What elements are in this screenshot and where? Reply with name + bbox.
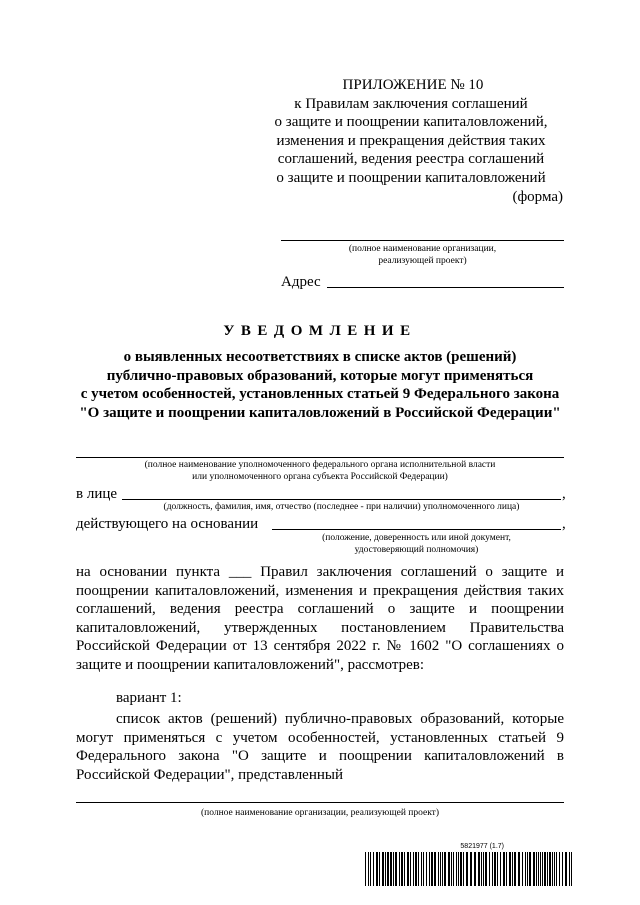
barcode-bar <box>506 852 507 886</box>
header-line: изменения и прекращения действия таких <box>276 132 546 149</box>
barcode-bar <box>434 852 436 886</box>
form-label: (форма) <box>512 189 563 205</box>
barcode-bar <box>538 852 539 886</box>
barcode-bar <box>385 852 386 886</box>
authority-name-field[interactable] <box>76 457 564 458</box>
barcode-bar <box>382 852 384 886</box>
barcode-bar <box>559 852 560 886</box>
barcode-bar <box>421 852 422 886</box>
barcode-bar <box>518 852 520 886</box>
barcode-bar <box>522 852 523 886</box>
org-name-field[interactable] <box>281 240 564 241</box>
barcode-bar <box>460 852 462 886</box>
header-line: к Правилам заключения соглашений <box>294 95 528 112</box>
basis-caption: (положение, доверенность или иной документ, удостоверяющий полномочия) <box>322 533 511 555</box>
address-field[interactable] <box>327 287 564 288</box>
barcode-bar <box>456 852 457 886</box>
barcode-bar <box>512 852 513 886</box>
barcode-bar <box>527 852 528 886</box>
basis-field[interactable] <box>272 529 561 530</box>
barcode-bar <box>368 852 369 886</box>
basis-label: действующего на основании <box>76 516 259 532</box>
barcode-bar <box>529 852 531 886</box>
barcode-bar <box>429 852 430 886</box>
header-line: о защите и поощрении капиталовложений, <box>274 114 548 130</box>
barcode-bar <box>500 852 501 886</box>
barcode-bar <box>448 852 450 886</box>
body-paragraph: на основании пункта ___ Правил заключения соглашений о защите и поощрении капиталовложений, изменения и прекращения действия таких соглашений, ведения реестра соглашений о защите и поощрении капиталовложений, утвержденных постановлением Правительства Российской Федерации от 13 сентября 2022 г. № 1602 "О соглашениях о защите и поощрении капиталовложений", рассмотрев: <box>76 564 564 673</box>
barcode-bar <box>494 852 496 886</box>
barcode-bar <box>390 852 392 886</box>
barcode-bar <box>483 852 484 886</box>
header-line: о защите и поощрении капиталовложений <box>276 169 546 186</box>
barcode-bar <box>395 852 397 886</box>
barcode-bar <box>438 852 439 886</box>
barcode-bar <box>474 852 476 886</box>
barcode-bar <box>544 852 546 886</box>
barcode-bar <box>503 852 505 886</box>
barcode-bar <box>376 852 378 886</box>
barcode-bar <box>542 852 543 886</box>
authority-caption: (полное наименование уполномоченного федерального органа исполнительной власти или уполномоченного органа субъекта Российской Федерации) <box>144 460 496 482</box>
barcode-bar <box>514 852 516 886</box>
barcode-bar <box>410 852 411 886</box>
barcode-bar <box>404 852 405 886</box>
barcode-bar <box>373 852 374 886</box>
barcode-bar <box>571 852 572 886</box>
barcode-bar <box>466 852 468 886</box>
barcode-bar <box>451 852 452 886</box>
barcode-bar <box>365 852 366 886</box>
barcode-bar <box>525 852 526 886</box>
barcode-bar <box>489 852 490 886</box>
document-subtitle: о выявленных несоответствиях в списке актов (решений) публично-правовых образований, которые могут применяться с учетом особенностей, установленных статьей 9 Федерального закона "О защите и поощрении капиталовложений в Российской Федерации" <box>79 349 561 421</box>
barcode-bar <box>492 852 493 886</box>
barcode-bar <box>547 852 548 886</box>
barcode-bar <box>556 852 557 886</box>
barcode-bar <box>485 852 487 886</box>
barcode-bar <box>401 852 403 886</box>
appendix-number: ПРИЛОЖЕНИЕ № 10 <box>342 77 484 93</box>
barcode-bar <box>399 852 400 886</box>
barcode-bar <box>415 852 417 886</box>
barcode-bar <box>413 852 414 886</box>
variant-paragraph: список актов (решений) публично-правовых образований, которые могут применяться с учетом особенностей, установленных статьей 9 Федерального закона "О защите и поощрении капиталовложений в Российской Федерации", представленный <box>76 711 564 783</box>
barcode-bar <box>370 852 371 886</box>
person-caption: (должность, фамилия, имя, отчество (последнее - при наличии) уполномоченного лица) <box>163 502 520 512</box>
person-label: в лице <box>76 486 118 502</box>
barcode-bar <box>453 852 454 886</box>
appendix-header <box>261 76 561 187</box>
barcode-bar <box>554 852 555 886</box>
barcode-bar <box>552 852 553 886</box>
barcode-bar <box>458 852 459 886</box>
barcode-bar <box>444 852 446 886</box>
person-field[interactable] <box>122 499 561 500</box>
comma: , <box>562 516 566 532</box>
barcode-bar <box>418 852 419 886</box>
barcode-bar <box>426 852 427 886</box>
barcode-bar <box>407 852 409 886</box>
barcode-bar <box>497 852 498 886</box>
barcode-bar <box>569 852 570 886</box>
barcode-image <box>365 852 572 886</box>
barcode-bar <box>536 852 537 886</box>
address-label: Адрес <box>281 274 321 290</box>
barcode-bar <box>533 852 535 886</box>
barcode-bar <box>379 852 380 886</box>
barcode-bar <box>387 852 389 886</box>
org-name-bottom-field[interactable] <box>76 802 564 803</box>
header-line: соглашений, ведения реестра соглашений <box>277 151 545 167</box>
barcode-bar <box>463 852 464 886</box>
org-name-caption: (полное наименование организации, реализующей проект) <box>348 244 497 266</box>
document-title: УВЕДОМЛЕНИЕ <box>223 323 417 339</box>
barcode-bar <box>562 852 563 886</box>
variant-label: вариант 1: <box>116 690 182 706</box>
barcode-bar <box>393 852 394 886</box>
comma: , <box>562 486 566 502</box>
barcode-bar <box>549 852 551 886</box>
barcode-bar <box>442 852 443 886</box>
document-code: 5821977 (1.7) <box>460 843 504 850</box>
barcode-bar <box>423 852 424 886</box>
barcode-bar <box>470 852 472 886</box>
barcode-bar <box>481 852 482 886</box>
org-name-bottom-caption: (полное наименование организации, реализующей проект) <box>200 808 439 818</box>
barcode-bar <box>565 852 567 886</box>
barcode-bar <box>440 852 441 886</box>
barcode-bar <box>509 852 511 886</box>
barcode-bar <box>540 852 541 886</box>
barcode-bar <box>478 852 480 886</box>
barcode-bar <box>431 852 433 886</box>
